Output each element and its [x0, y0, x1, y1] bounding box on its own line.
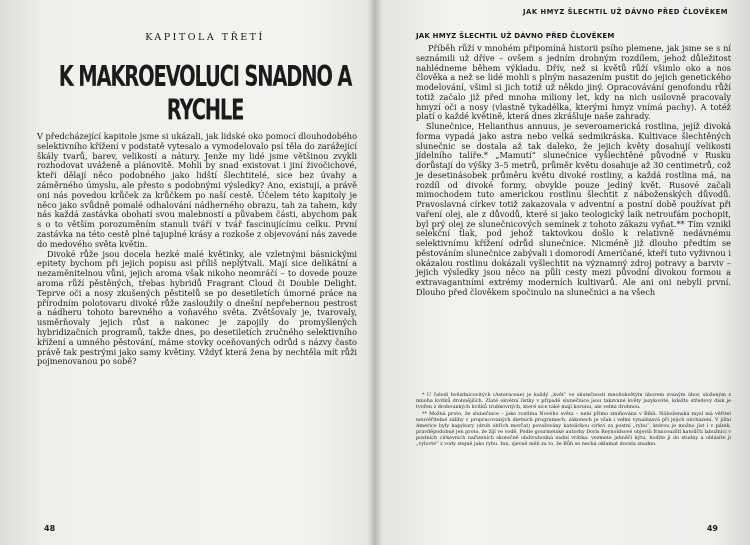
- paragraph: Divoké růže jsou docela hezké malé květinky, ale vzletnými básnickými epitety bychom při jejich popisu asi příliš neplýtvali. Mají sice delikátní a nezaměnitelnou vůni, jejich aroma však nikoho neomráčí – to dovede pouze aroma růží pěstěných, třebas hybridů Fragrant Cloud či Double Delight. Teprve oči a nosy zkušených pěstitelů se po desetiletích úmorné práce na přírodním polotovaru divoké růže zasloužily o dnešní nepřebernou pestrost a nádheru tohoto barevného a voňavého světa. Zvětšovaly je, tvarovaly, usměrňovaly jejich růst a nakonec je zapojily do promyšlených hybridizačních programů, takže dnes, po desetiletích zručného selektivního křížení a umného pěstování, máme stovky oceňovaných odrůd s názvy často právě tak pestrými jako samy květiny. Vždyť která žena by nechtěla mít růži pojmenovanou po sobě?: [37, 248, 357, 367]
- paragraph: V předcházející kapitole jsme si ukázali, jak lidské oko pomocí dlouhodobého selektivního křížení v podstatě vytesalo a vymodelovalo psí těla do zarážející škály tvarů, barev, velikostí a nátury. Jenže my lidé jsme většinou zvykli rozhodovat uváženě a plánovitě. Mohli by snad existovat i jiní živočichové, kteří dělají něco podobného jako lidští šlechtitelé, sice bez úvahy a záměrného úmyslu, ale přesto s podobnými výsledky? Ano, existují, a právě oni nás povedou krůček za krůčkem po naší cestě. Účelem této kapitoly je něco jako svůdně pomalé odhalování nádherného obrazu, tah za tahem, kdy nás každá zastávka obohatí svou malebností a půvabem části, abychom pak s o to větším porozuměním stanuli tváří v tvář fascinujícímu celku. První zastávka na této cestě plné tajuplné krásy a rozkoše z objevování nás zavede do medového světa květin.: [37, 131, 357, 249]
- chapter-label: KAPITOLA TŘETÍ: [145, 32, 265, 43]
- left-body-text: [37, 132, 357, 367]
- page-number: 49: [706, 524, 718, 533]
- page-number: 48: [44, 524, 56, 533]
- chapter-title: K MAKROEVOLUCI SNADNO A RYCHLE: [58, 60, 352, 127]
- running-head: JAK HMYZ ŠLECHTIL UŽ DÁVNO PŘED ČLOVĚKEM: [523, 8, 728, 16]
- section-heading: JAK HMYZ ŠLECHTIL UŽ DÁVNO PŘED ČLOVĚKEM: [416, 32, 615, 40]
- footnote: * U čeledi hvězdnicovitých (Asteraceae) je každý „květ“ ve skutečnosti mnohokvětým úborem zvaným úbor, složeným z mnoha kvítků drobnějších. Zlaté okvětní lístky v případě slunečnice jsou takzvané květy jazykovité, kdežto středový disk je tvořen z drobounkých kvítků trubkovitých, které sice také mají korunu, ale velmi drobnou.: [416, 392, 731, 410]
- right-body-text: [416, 44, 731, 298]
- footnote: ** Možná proto, že slunečnice – jako rostlina Nového světa – není přímo zmiňována v Bibli. Náboženská mysl má věřitel neuvěřitelné záliby v propracovaných dietních programech, zákonech je však i velmi vynalézavá při jejich obcházení. V jižní Americe byly kapybary (druh obřích morčat) považovány katolickou církví za postní „rybu“, ktérou je možno jíst i v pátek, pravděpodobně jen proto, že žijí ve vodě. Podle gourmetské autorky Doris Reynoldsové objevili francouzští katolíčtí labužníci v postních církevních nařízeních skutečně obdivuhodná zadní vrátka: vezmete jehněčí kýtu, hodíte ji do studny a ohlásíte ji „vylovte“ z vody stejně jako rybu. Inu, zjevně měli za to, že Bůh se nechá oklamat docela snadno.: [416, 411, 731, 447]
- footnotes: [416, 392, 731, 448]
- paragraph: Příběh růží v mnohém připomíná historii psího plemene, jak jsme se s ní seznámili už dříve – ovšem s jedním drobným rozdílem, jehož důležitost nahlédneme během výkladu. Dřív, než si květů růží všimlo oko a nos člověka a než se lidé mohli s plným nasazením pustit do jejich genetického modelování, všiml si jich totiž už někdo jiný. Opracovávání genofondu růží totiž začalo již před mnoha miliony let, kdy na nich usilovně pracovaly hmyzí oči a nosy (vlastně tykadélka, kterými hmyz vnímá pachy). A totéž platí o každé květině, která dnes zkrášluje naše zahrady.: [416, 43, 731, 122]
- left-page: [0, 0, 372, 545]
- right-page: [378, 0, 750, 545]
- paragraph: Slunečnice, Helianthus annuus, je severoamerická rostlina, jejíž divoká forma vypadá jako astra nebo velká sedmikráska. Kultivace šlechtěných slunečnic se dostala až tak daleko, že jejich květy dosahují velikosti jídelního talíře.* „Mamutí“ slunečnice vyšlechtěné původně v Rusku dorůstají do výšky 3–5 metrů, průměr květu dosahuje až 30 centimetrů, což je desetinásobek průměru květu divoké rostliny, a každá rostlina má, na rozdíl od divoké formy, obvykle pouze jediný květ. Rusové začali mimochodem tuto americkou rostlinu šlechtit z náboženských důvodů. Pravoslavná církev totiž zakazovala v adventní a postní době používat při vaření olej, ale z důvodů, které si jako teologický laik netroufám pochopit, byl prý olej ze slunečnicových semínek z tohoto zákazu vyňat.** Tím vznikl selekční tlak, pod jehož taktovkou došlo k relativně nedávnému selektivnímu křížení odrůd slunečnice. Nicméně již dlouho předtím se pěstováním slunečnice zabývali i domorodí Američané, kteří tuto vyživnou i okázalou rostlinu dokázali vyšlechtit na významný zdroj potravy a barviv – jejich výsledky jsou něco na půli cesty mezi původní divokou formou a extravagantními extrémy moderních kultivarů. Ale ani oni nebyli první. Dlouho před člověkem spočinulo na slunečnici a na všech: [416, 121, 731, 297]
